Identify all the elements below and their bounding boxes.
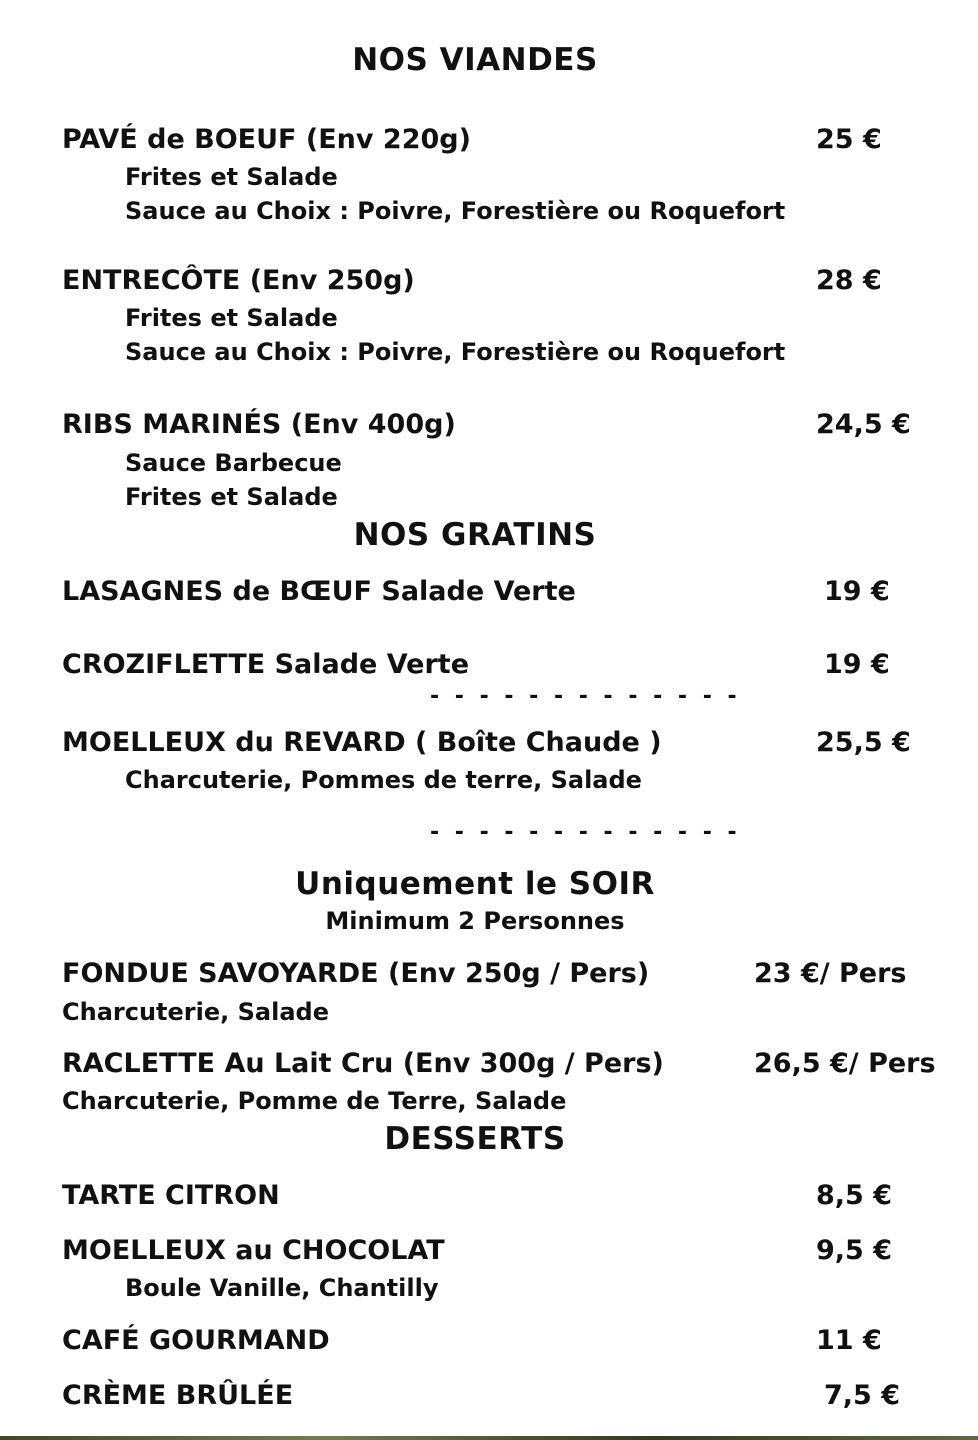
section-title-desserts: DESSERTS (384, 1121, 566, 1157)
section-subtitle-soir: Minimum 2 Personnes (325, 907, 625, 935)
menu-item-price: 28 € (816, 265, 882, 296)
menu-item-name: CRÈME BRÛLÉE (62, 1380, 294, 1411)
menu-item-detail: Charcuterie, Pommes de terre, Salade (125, 766, 642, 794)
menu-item-name: ENTRECÔTE (Env 250g) (62, 265, 415, 296)
menu-item-price: 19 € (824, 576, 890, 607)
menu-item-detail: Charcuterie, Pomme de Terre, Salade (62, 1087, 567, 1115)
menu-item-detail: Frites et Salade (125, 163, 338, 191)
section-title-soir: Uniquement le SOIR (295, 866, 655, 902)
menu-item-name: TARTE CITRON (62, 1180, 280, 1211)
menu-item-name: MOELLEUX au CHOCOLAT (62, 1235, 445, 1266)
separator-dashes: - - - - - - - - - - - - - (430, 684, 741, 709)
menu-item-name: PAVÉ de BOEUF (Env 220g) (62, 124, 471, 155)
menu-item-price: 25,5 € (816, 727, 911, 758)
menu-item-price: 24,5 € (816, 409, 911, 440)
menu-item-price: 7,5 € (824, 1380, 901, 1411)
bottom-border (0, 1436, 978, 1440)
menu-item-name: MOELLEUX du REVARD ( Boîte Chaude ) (62, 727, 662, 758)
menu-item-price: 8,5 € (816, 1180, 893, 1211)
menu-item-price: 26,5 €/ Pers (754, 1048, 936, 1079)
menu-item-name: CROZIFLETTE Salade Verte (62, 649, 470, 680)
menu-item-name: RIBS MARINÉS (Env 400g) (62, 409, 456, 440)
menu-item-name: CAFÉ GOURMAND (62, 1325, 330, 1356)
menu-item-detail: Frites et Salade (125, 304, 338, 332)
menu-item-detail: Boule Vanille, Chantilly (125, 1274, 439, 1302)
menu-item-price: 25 € (816, 124, 882, 155)
section-title-viandes: NOS VIANDES (352, 42, 598, 78)
section-title-gratins: NOS GRATINS (353, 517, 597, 553)
menu-item-name: RACLETTE Au Lait Cru (Env 300g / Pers) (62, 1048, 664, 1079)
menu-item-name: LASAGNES de BŒUF Salade Verte (62, 576, 576, 607)
menu-item-detail: Sauce Barbecue (125, 449, 342, 477)
menu-item-price: 11 € (816, 1325, 882, 1356)
menu-item-detail: Sauce au Choix : Poivre, Forestière ou Roquefort (125, 197, 786, 225)
menu-item-price: 9,5 € (816, 1235, 893, 1266)
separator-dashes: - - - - - - - - - - - - - (430, 820, 741, 845)
menu-item-detail: Sauce au Choix : Poivre, Forestière ou Roquefort (125, 338, 786, 366)
menu-item-detail: Frites et Salade (125, 483, 338, 511)
menu-item-detail: Charcuterie, Salade (62, 998, 329, 1026)
menu-item-name: FONDUE SAVOYARDE (Env 250g / Pers) (62, 958, 650, 989)
menu-item-price: 19 € (824, 649, 890, 680)
menu-item-price: 23 €/ Pers (754, 958, 907, 989)
